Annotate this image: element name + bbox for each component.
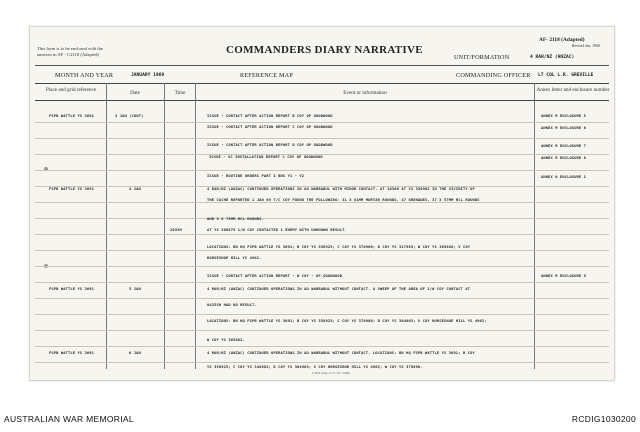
officer-label: COMMANDING OFFICER [456, 72, 531, 79]
col-header-annex: Annex letter and enclosure number [536, 87, 610, 93]
entry-annex: ANNEX M ENCLOSURE 9 [541, 274, 587, 278]
entry-event: AT YS 386875 1/W COY CONTACTED 1 ENEMY WITH UNKNOWN RESULT. [207, 228, 347, 232]
entry-place: FSPB WATTLE YS 3691 [49, 187, 95, 191]
entry-time: 2033H [170, 228, 182, 232]
ruled-line [35, 346, 609, 347]
entry-place: FSPB WATTLE YS 3691 [49, 287, 95, 291]
entry-event: ISSUE - CONTACT AFTER ACTION REPORT C COY OP GOODWOOD [207, 125, 333, 129]
col-header-date: Date [130, 90, 140, 96]
ruled-line [35, 314, 609, 315]
entry-event: LOCATIONS: BN HQ FSPB WATTLE YS 3691; B COY YS 358925; C COY YS 370900; D COY YS 364903; V COY HORSESHOE HILL YS 4962; [207, 319, 487, 323]
archive-caption-left: AUSTRALIAN WAR MEMORIAL [4, 414, 134, 424]
col-divider [195, 83, 196, 369]
form-number: AF- 2118 (Adapted) [539, 37, 585, 43]
ruled-line [35, 298, 609, 299]
header-rule [35, 65, 609, 66]
printer-footer: C.B.P Cnty--C71 /47--3/8m [312, 371, 350, 375]
archive-caption-right: RCDIG1030200 [571, 414, 636, 424]
enclose-note-line1: This form is to be enclosed with the [37, 46, 103, 51]
entry-annex: ANNEX M ENCLOSURE 6 [541, 126, 587, 130]
col-divider [164, 83, 165, 369]
entry-event: AND 3 X 75MM RCL ROUNDS. [207, 217, 264, 221]
unit-value: 4 RAR/NZ (ANZAC) [530, 55, 575, 60]
entry-event: 0435SH HAD NO RESULT. [207, 303, 257, 307]
ruled-line [35, 202, 609, 203]
ruled-line [35, 330, 609, 331]
entry-annex: ANNEX M ENCLOSURE 8 [541, 156, 587, 160]
entry-annex: ANNEX N ENCLOSURE 1 [541, 175, 587, 179]
entry-annex: ANNEX M ENCLOSURE 7 [541, 144, 587, 148]
ruled-line [35, 266, 609, 267]
ruled-line [35, 122, 609, 123]
officer-value: LT COL L.R. GREVILLE [538, 73, 594, 78]
month-value: JANUARY 1969 [131, 73, 165, 78]
entry-event: YS 358925; C COY YS 348882; D COY YS 364903; V COY HORSESHOE HILL YS 4962; W COY YS 378890. [207, 365, 423, 369]
month-label: MONTH AND YEAR [55, 72, 114, 79]
col-header-time: Time [174, 90, 186, 96]
form-revised: Revised Jan, 1968 [572, 44, 600, 48]
entry-date: 4 JAN [129, 187, 141, 191]
entry-annex: ANNEX M ENCLOSURE 5 [541, 114, 587, 118]
entry-event: 4 RAR/NZ (ANZAC) CONTINUED OPERATIONS IN AO WARRABUL WITHOUT CONTACT. A SWEEP OF THE AREA OF 1/W COY CONTACT AT [207, 287, 471, 291]
entry-event: ISSUE - CONTACT AFTER ACTION REPORT D COY OP GOODWOOD [207, 143, 333, 147]
entry-event: 4 RAR/NZ (ANZAC) CONTINUED OPERATIONS IN AO WARRABUL WITH MINOR CONTACT. AT 1030H AT YS 330902 IN THE VICINITY OF [207, 187, 475, 191]
table-top-rule [35, 83, 609, 84]
entry-event: LOCATIONS: BN HQ FSPB WATTLE YS 3691; B COY YS 350925; C COY YS 370900; D COY YS 317903; W COY YS 365880; V COY [207, 245, 471, 249]
ruled-line [35, 282, 609, 283]
entry-event: ISSUE - CONTACT AFTER ACTION REPORT B COY OP GOODWOOD [207, 114, 333, 118]
entry-event: THE CACHE REPORTED 1 JAN 69 7/C COY FOUND THE FOLLOWING: 31 X 81MM MORTAR ROUNDS, 47 GRENADES, 37 X 57MM RCL ROUNDS [207, 198, 480, 202]
entry-event: HORSESHOE HILL YS 4962. [207, 256, 262, 260]
ruled-line [35, 234, 609, 235]
entry-event: 4 RAR/NZ (ANZAC) CONTINUED OPERATIONS IN AO WARRABUL WITHOUT CONTACT. LOCATIONS: BN HQ FSPB WATTLE YS 3691; B COY [207, 351, 475, 355]
ruled-line [35, 218, 609, 219]
col-divider [534, 83, 535, 369]
ruled-line [35, 250, 609, 251]
entry-event: ISSUE - CONTACT AFTER ACTION REPORT - W COY - OP GOODWOOD [207, 274, 343, 278]
entry-date: 3 JAN (CONT) [115, 114, 144, 118]
entry-date: 6 JAN [129, 351, 141, 355]
ruled-line [35, 138, 609, 139]
diary-form-sheet [29, 26, 615, 381]
entry-event: W COY YS 365882. [207, 338, 245, 342]
entry-place: FSPB WATTLE YS 3691 [49, 351, 95, 355]
ruled-line [35, 362, 609, 363]
unit-label: UNIT/FORMATION [454, 54, 510, 61]
col-header-place: Place and grid reference [45, 87, 97, 93]
ruled-line [35, 170, 609, 171]
table-header-rule [35, 100, 609, 101]
entry-date: 5 JAN [129, 287, 141, 291]
entry-event: ISSUE - VC INSTALLATION REPORT C COY OP GOODWOOD [209, 155, 323, 159]
enclose-note-line2: annexes in AF - C2118 (Adapted) [37, 52, 99, 57]
col-divider [106, 83, 107, 369]
entry-event: ISSUE - ROUTINE ORDERS PART I BNS Y1 - Y2 [207, 174, 305, 178]
map-label: REFERENCE MAP [240, 72, 293, 79]
col-header-event: Event or information [343, 90, 387, 96]
entry-place: FSPB WATTLE YS 3691 [49, 114, 95, 118]
form-title: COMMANDERS DIARY NARRATIVE [226, 44, 423, 56]
